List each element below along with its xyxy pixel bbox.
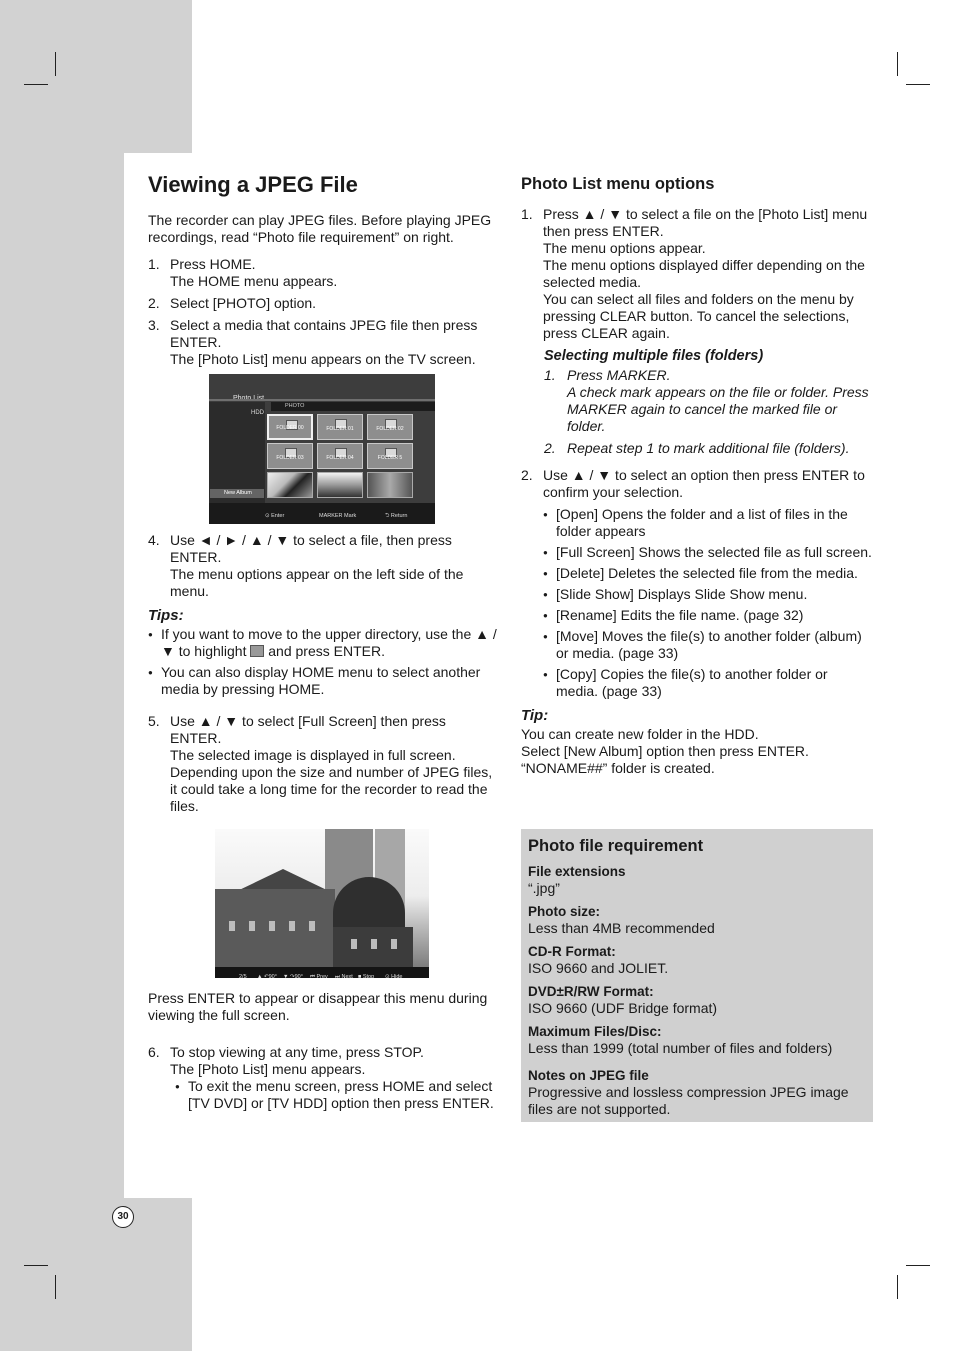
step-line: Use ▲ / ▼ to select an option then press ENTER to confirm your selection. [543, 467, 865, 500]
tip-text: If you want to move to the upper directory, use the ▲ / ▼ to highlight [161, 626, 497, 659]
crop-mark [55, 52, 56, 76]
step-line: The [Photo List] menu appears. [170, 1061, 366, 1077]
tip-bullet [148, 664, 498, 698]
step-line: Use ▲ / ▼ to select [Full Screen] then press ENTER. [170, 713, 446, 746]
step-line: The menu options displayed differ depending on the selected media. [543, 257, 865, 290]
rotate-left-hint: ▲ ↶90° [257, 974, 277, 978]
mark-hint: MARKER Mark [319, 513, 357, 519]
margin-band-left [0, 153, 124, 1198]
building-window [309, 921, 315, 931]
full-screen-screenshot [215, 829, 429, 978]
step-number: 1. [148, 256, 160, 272]
requirement-value: “.jpg” [528, 880, 560, 896]
step-number: 5. [148, 713, 160, 729]
requirement-item [528, 1067, 866, 1118]
step-4 [148, 532, 498, 600]
margin-band-top [0, 0, 192, 153]
rotate-right-hint: ▼ ↷90° [283, 974, 303, 978]
page-title: Viewing a JPEG File [148, 172, 358, 197]
requirement-item [528, 903, 866, 937]
tips-heading: Tips: [148, 607, 184, 624]
folder-thumb [317, 443, 363, 469]
return-hint: ⮌ Return [385, 513, 408, 519]
step-number: 3. [148, 317, 160, 333]
enter-hint: ⊙ Enter [265, 513, 285, 519]
photo-requirement-box [521, 829, 873, 1122]
folder-thumb [267, 414, 313, 440]
bullet-text: To exit the menu screen, press HOME and select [TV DVD] or [TV HDD] option then press ENTER. [188, 1078, 494, 1111]
photo-counter: 2/5 [239, 974, 247, 978]
crop-mark [24, 84, 48, 85]
step-number: 4. [148, 532, 160, 548]
photo-thumb [267, 472, 313, 498]
tip-line: “NONAME##” folder is created. [521, 760, 715, 776]
step-line: Press HOME. [170, 256, 256, 272]
stop-hint: ■ Stop [358, 974, 375, 978]
requirement-item [528, 1023, 866, 1057]
step-line: The HOME menu appears. [170, 273, 338, 289]
option-item: ● [Copy] Copies the file(s) to another folder or media. (page 33) [543, 666, 873, 700]
next-hint: ⏭ Next [335, 974, 353, 978]
building-window [269, 921, 275, 931]
requirement-title: Photo file requirement [528, 837, 704, 855]
requirement-label: Maximum Files/Disc: [528, 1024, 662, 1039]
step-line: Repeat step 1 to mark additional file (folders). [567, 440, 850, 456]
option-item: ● [Rename] Edits the file name. (page 32) [543, 607, 873, 624]
option-item: ● [Slide Show] Displays Slide Show menu. [543, 586, 873, 603]
step-6 [148, 1044, 498, 1112]
tip-line: You can create new folder in the HDD. [521, 726, 759, 742]
margin-band-bottom [0, 1198, 192, 1351]
new-album-option: New Album [210, 489, 264, 498]
title-bar-divider [209, 399, 435, 401]
step-6-bullet [175, 1078, 498, 1112]
step-line: You can select all files and folders on the menu by pressing CLEAR button. To cancel the selections, press CLEAR again. [543, 291, 854, 341]
step-3 [148, 317, 498, 368]
step-2 [148, 295, 498, 312]
step-line: A check mark appears on the file or folder. Press MARKER again to cancel the marked file or folder. [567, 384, 869, 434]
tip-text: and press ENTER. [268, 643, 385, 659]
folder-label: FOLDER 04 [326, 455, 354, 461]
step-line: The selected image is displayed in full screen. Depending upon the size and number of JPEG files, it could take a long time for the recorder to read the files. [170, 747, 493, 814]
requirement-label: CD-R Format: [528, 944, 616, 959]
step-line: Select a media that contains JPEG file then press ENTER. [170, 317, 478, 350]
requirement-item [528, 983, 866, 1017]
intro-text: The recorder can play JPEG files. Before playing JPEG recordings, read “Photo file requirement” on right. [148, 212, 492, 245]
crop-mark [906, 84, 930, 85]
sub-step-2 [521, 440, 873, 457]
crop-mark [24, 1265, 48, 1266]
option-item: ● [Move] Moves the file(s) to another folder (album) or media. (page 33) [543, 628, 873, 662]
photo-thumb [317, 472, 363, 498]
step-line: Press MARKER. [567, 367, 671, 383]
requirement-value: ISO 9660 (UDF Bridge format) [528, 1000, 718, 1016]
folder-label: FOLDER 03 [276, 455, 304, 461]
media-hdd-label: HDD [251, 410, 264, 416]
requirement-item [528, 943, 866, 977]
folder-thumb [367, 414, 413, 440]
requirement-value: Less than 4MB recommended [528, 920, 715, 936]
tip-line: Select [New Album] option then press ENTER. [521, 743, 809, 759]
press-enter-note: Press ENTER to appear or disappear this menu during viewing the full screen. [148, 990, 488, 1023]
folder-label: FOLDER 02 [376, 426, 404, 432]
requirement-label: DVD±R/RW Format: [528, 984, 654, 999]
prev-hint: ⏮ Prev [310, 974, 328, 978]
option-step-2 [521, 467, 873, 700]
playback-control-bar [215, 967, 429, 978]
requirement-label: File extensions [528, 864, 626, 879]
step-line: Use ◄ / ► / ▲ / ▼ to select a file, then press ENTER. [170, 532, 452, 565]
requirement-value: Progressive and lossless compression JPEG image files are not supported. [528, 1084, 849, 1117]
building-window [351, 939, 357, 949]
photo-list-screenshot [209, 374, 435, 524]
tip-heading: Tip: [521, 707, 549, 724]
building-window [289, 921, 295, 931]
step-line: To stop viewing at any time, press STOP. [170, 1044, 424, 1060]
building-window [371, 939, 377, 949]
step-line: The menu options appear on the left side of the menu. [170, 566, 464, 599]
crop-mark [55, 1275, 56, 1299]
folder-thumb [367, 443, 413, 469]
step-5 [148, 713, 498, 815]
requirement-value: ISO 9660 and JOLIET. [528, 960, 669, 976]
section-title: Photo List menu options [521, 175, 715, 193]
step-line: The [Photo List] menu appears on the TV screen. [170, 351, 476, 367]
option-item: ● [Open] Opens the folder and a list of files in the folder appears [543, 506, 873, 540]
crop-mark [906, 1265, 930, 1266]
requirement-label: Photo size: [528, 904, 601, 919]
folder-up-icon [250, 645, 264, 657]
sub-step-1 [521, 367, 873, 435]
step-line: Press ▲ / ▼ to select a file on the [Photo List] menu then press ENTER. [543, 206, 868, 239]
screen-footer [209, 503, 435, 524]
crop-mark [897, 52, 898, 76]
option-item: ● [Delete] Deletes the selected file from the media. [543, 565, 873, 582]
step-line: Select [PHOTO] option. [170, 295, 317, 311]
folder-label: FOLDER 01 [326, 426, 354, 432]
option-item: ● [Full Screen] Shows the selected file as full screen. [543, 544, 873, 561]
step-number: 2. [148, 295, 160, 311]
subsection-title: Selecting multiple files (folders) [544, 348, 764, 364]
folder-label: FOLDER 00 [276, 425, 304, 431]
step-number: 2. [544, 440, 556, 456]
requirement-item [528, 863, 866, 897]
building-window [229, 921, 235, 931]
page-number: 30 [112, 1206, 134, 1228]
tip-bullet [148, 626, 498, 660]
building-window [249, 921, 255, 931]
step-number: 2. [521, 467, 533, 483]
hide-hint: ⊙ Hide [385, 974, 403, 978]
step-number: 6. [148, 1044, 160, 1060]
right-column [521, 172, 873, 777]
step-number: 1. [544, 367, 556, 383]
folder-label: FOLDER 5 [377, 455, 403, 461]
requirement-label: Notes on JPEG file [528, 1068, 649, 1083]
step-1 [148, 256, 498, 290]
tip-text: You can also display HOME menu to select another media by pressing HOME. [161, 664, 481, 697]
left-column [148, 172, 498, 1117]
step-line: The menu options appear. [543, 240, 706, 256]
folder-thumb [317, 414, 363, 440]
path-bar: PHOTO [271, 402, 435, 411]
crop-mark [897, 1275, 898, 1299]
option-step-1 [521, 206, 873, 342]
step-number: 1. [521, 206, 533, 222]
requirement-value: Less than 1999 (total number of files and folders) [528, 1040, 833, 1056]
building-window [391, 939, 397, 949]
photo-thumb [367, 472, 413, 498]
folder-thumb [267, 443, 313, 469]
